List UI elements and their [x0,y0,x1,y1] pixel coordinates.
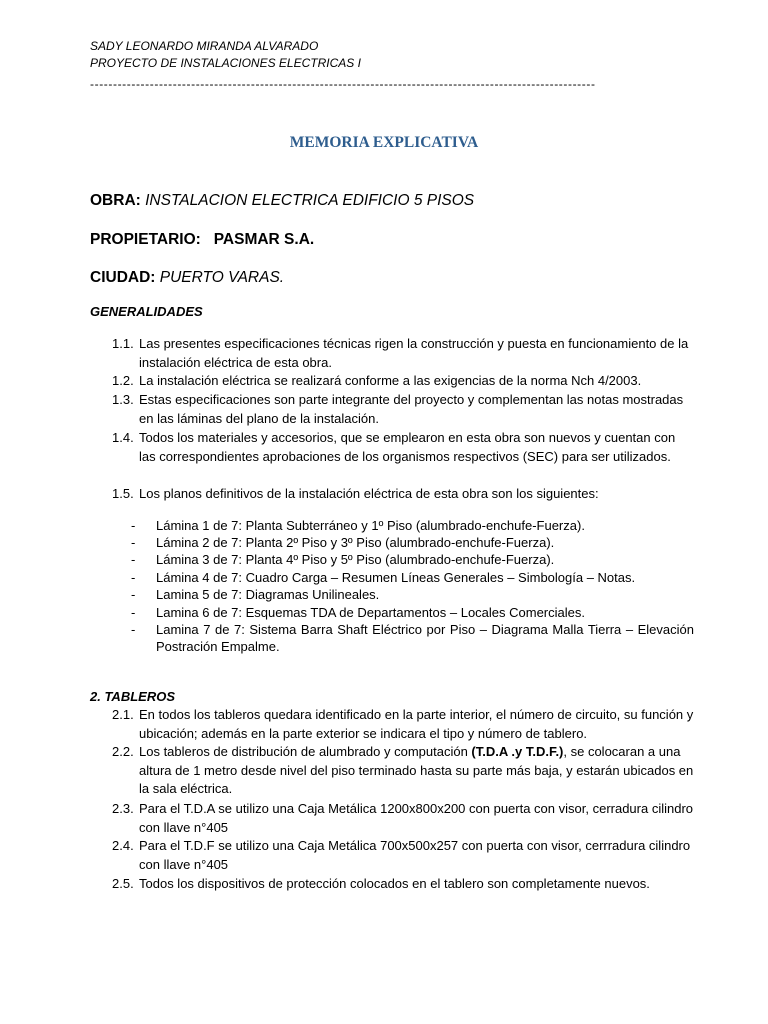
list-item-text: Para el T.D.F se utilizo una Caja Metálica 700x500x257 con puerta con visor, cerrradura cilindro con llave n°405 [139,838,691,872]
list-item-text: Estas especificaciones son parte integrante del proyecto y complementan las notas mostradas en las láminas del plano de la instalación. [139,392,684,426]
header-author: SADY LEONARDO MIRANDA ALVARADO [90,39,319,53]
lamina-list-item [131,569,694,586]
section-title-generalidades: GENERALIDADES [90,304,203,319]
header-separator: -------------------------------------------------------------------------------------------------------------- [90,77,596,91]
list-item [112,429,694,466]
list-item-number: 2.4. [112,838,134,853]
field-propietario-value: PASMAR S.A. [213,231,315,248]
field-ciudad [90,268,284,288]
bullet-dash: - [131,570,136,585]
lamina-text: Lámina 4 de 7: Cuadro Carga – Resumen Líneas Generales – Simbología – Notas. [156,570,636,585]
list-item-text-part: , se colocaran a una altura de 1 metro desde nivel del piso terminado hasta su parte más baja, y estarán ubicados en la sala eléctrica. [139,744,694,796]
lamina-text: Lamina 5 de 7: Diagramas Unilineales. [156,587,380,602]
field-obra [90,191,474,211]
field-ciudad-value: PUERTO VARAS. [159,269,285,286]
lamina-text: Lámina 1 de 7: Planta Subterráneo y 1º Piso (alumbrado-enchufe-Fuerza). [156,518,585,533]
tablero-codes: (T.D.A .y T.D.F.) [471,744,564,759]
field-obra-value: INSTALACION ELECTRICA EDIFICIO 5 PISOS [145,192,475,209]
lamina-text: Lámina 3 de 7: Planta 4º Piso y 5º Piso (alumbrado-enchufe-Fuerza). [156,552,555,567]
list-item-text-part: Los tableros de distribución de alumbrado y computación [139,744,472,759]
lamina-text: Lámina 2 de 7: Planta 2º Piso y 3º Piso (alumbrado-enchufe-Fuerza). [156,535,555,550]
lamina-list-item [131,586,694,603]
list-item [112,743,694,799]
lamina-list-item [131,604,694,621]
bullet-dash: - [131,518,136,533]
list-item [112,372,694,391]
list-item-text [139,743,694,799]
field-obra-label: OBRA: [90,192,141,209]
list-item-number: 2.1. [112,707,134,722]
list-item-number: 1.5. [112,486,134,501]
list-item [112,800,694,837]
list-item-text: La instalación eléctrica se realizará conforme a las exigencias de la norma Nch 4/2003. [139,373,642,388]
lamina-list-item [131,551,694,568]
list-item [112,837,694,874]
lamina-list-item [131,517,694,534]
list-item-number: 2.3. [112,801,134,816]
list-item-text: Las presentes especificaciones técnicas rigen la construcción y puesta en funcionamiento de la instalación eléctrica de esta obra. [139,336,689,370]
field-ciudad-label: CIUDAD: [90,269,156,286]
bullet-dash: - [131,622,136,637]
list-item [112,875,694,894]
list-item [112,706,694,743]
bullet-dash: - [131,535,136,550]
lamina-list-item [131,621,694,655]
section-title-tableros: 2. TABLEROS [90,689,175,704]
list-item-number: 2.2. [112,744,134,759]
list-item-text: Los planos definitivos de la instalación eléctrica de esta obra son los siguientes: [139,486,599,501]
list-item-text: Todos los dispositivos de protección colocados en el tablero son completamente nuevos. [139,876,650,891]
lamina-text: Lamina 7 de 7: Sistema Barra Shaft Eléctrico por Piso – Diagrama Malla Tierra – Elevación Postración Empalme. [156,622,694,654]
document-title: MEMORIA EXPLICATIVA [289,134,479,151]
list-item [112,391,694,428]
list-item-number: 1.1. [112,336,134,351]
field-propietario-label: PROPIETARIO: [90,231,201,248]
bullet-dash: - [131,605,136,620]
list-item-number: 1.2. [112,373,134,388]
lamina-text: Lamina 6 de 7: Esquemas TDA de Departamentos – Locales Comerciales. [156,605,585,620]
list-item-number: 1.4. [112,430,134,445]
lamina-list-item [131,534,694,551]
list-item-number: 2.5. [112,876,134,891]
list-item-text: Para el T.D.A se utilizo una Caja Metálica 1200x800x200 con puerta con visor, cerradura cilindro con llave n°405 [139,801,694,835]
list-item-number: 1.3. [112,392,134,407]
list-item-text: Todos los materiales y accesorios, que se emplearon en esta obra son nuevos y cuentan con las correspondientes aprobaciones de los organismos respectivos (SEC) para ser utilizados. [139,430,676,464]
bullet-dash: - [131,587,136,602]
list-item [112,485,694,504]
field-propietario [90,230,314,250]
list-item-text: En todos los tableros quedara identificado en la parte interior, el número de circuito, su función y ubicación; además en la parte exterior se indicara el tipo y número de tablero. [139,707,694,741]
header-project: PROYECTO DE INSTALACIONES ELECTRICAS I [90,56,361,70]
list-item [112,335,694,372]
bullet-dash: - [131,552,136,567]
